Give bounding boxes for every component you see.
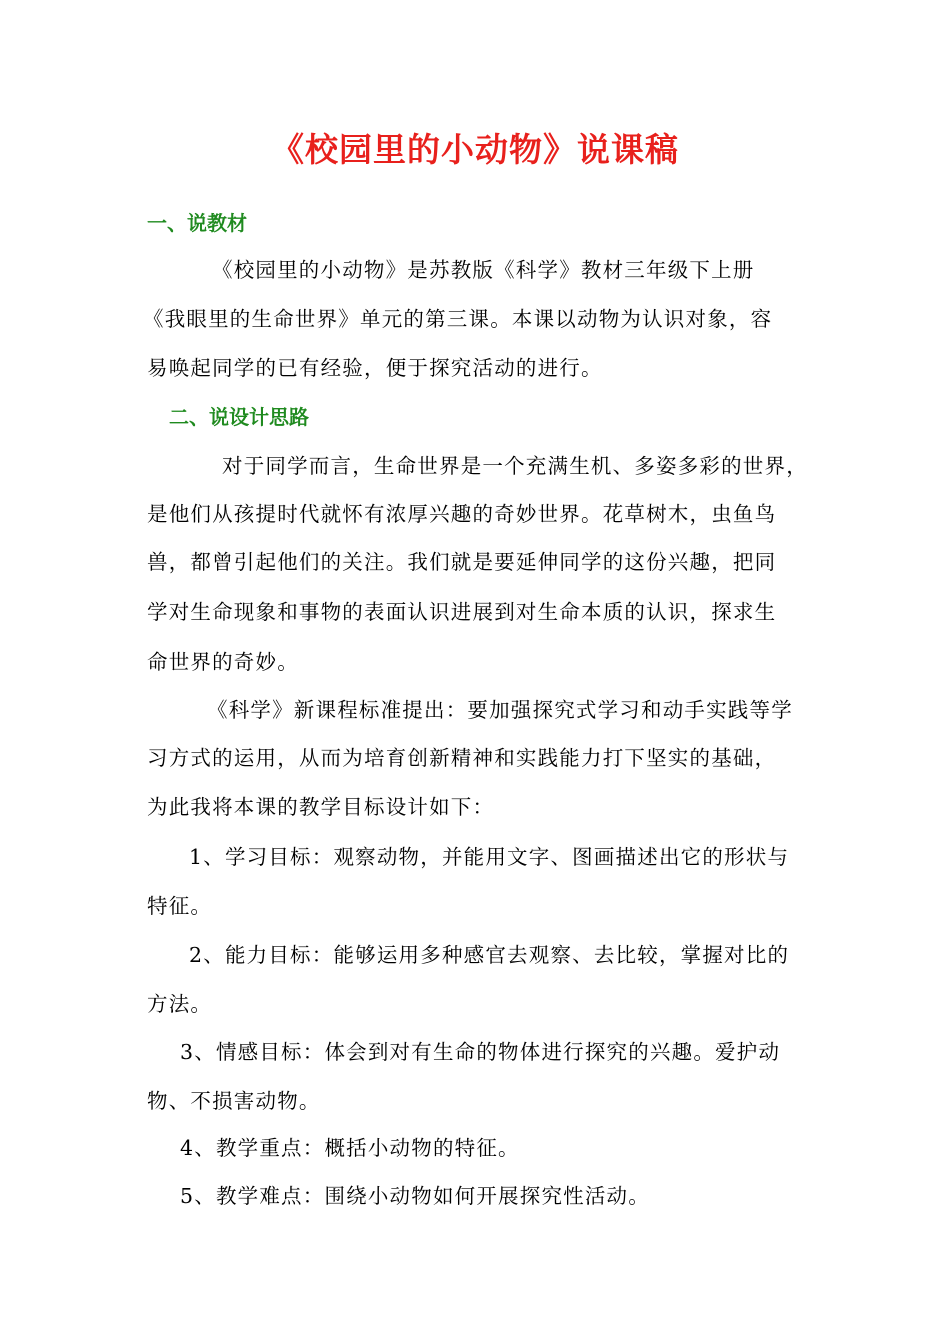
paragraph-line: 《科学》新课程标准提出：要加强探究式学习和动手实践等学 (207, 698, 793, 722)
goal-line: 方法。 (147, 992, 213, 1016)
paragraph-line: 命世界的奇妙。 (147, 650, 299, 674)
paragraph-line: 《校园里的小动物》是苏教版《科学》教材三年级下上册 (212, 258, 755, 282)
section-heading-design-idea: 二、说设计思路 (169, 405, 309, 429)
section-heading-teaching-material: 一、说教材 (147, 211, 247, 235)
paragraph-line: 习方式的运用，从而为培育创新精神和实践能力打下坚实的基础， (147, 746, 777, 770)
paragraph-line: 学对生命现象和事物的表面认识进展到对生命本质的认识，探求生 (147, 600, 777, 624)
paragraph-line: 是他们从孩提时代就怀有浓厚兴趣的奇妙世界。花草树木，虫鱼鸟 (147, 502, 777, 526)
goal-line: 2、能力目标：能够运用多种感官去观察、去比较，掌握对比的 (189, 943, 790, 967)
goal-line: 物、不损害动物。 (147, 1089, 321, 1113)
goal-line: 特征。 (147, 894, 213, 918)
goal-line: 4、教学重点：概括小动物的特征。 (180, 1136, 520, 1160)
paragraph-line: 《我眼里的生命世界》单元的第三课。本课以动物为认识对象，容 (143, 307, 773, 331)
paragraph-line: 对于同学而言，生命世界是一个充满生机、多姿多彩的世界， (222, 454, 808, 478)
paragraph-line: 兽，都曾引起他们的关注。我们就是要延伸同学的这份兴趣，把同 (147, 550, 777, 574)
goal-line: 5、教学难点：围绕小动物如何开展探究性活动。 (180, 1184, 650, 1208)
paragraph-line: 易唤起同学的已有经验，便于探究活动的进行。 (147, 356, 603, 380)
document-title: 《校园里的小动物》说课稿 (271, 130, 679, 169)
goal-line: 1、学习目标：观察动物，并能用文字、图画描述出它的形状与 (189, 845, 790, 869)
paragraph-line: 为此我将本课的教学目标设计如下： (147, 795, 495, 819)
goal-line: 3、情感目标：体会到对有生命的物体进行探究的兴趣。爱护动 (180, 1040, 781, 1064)
